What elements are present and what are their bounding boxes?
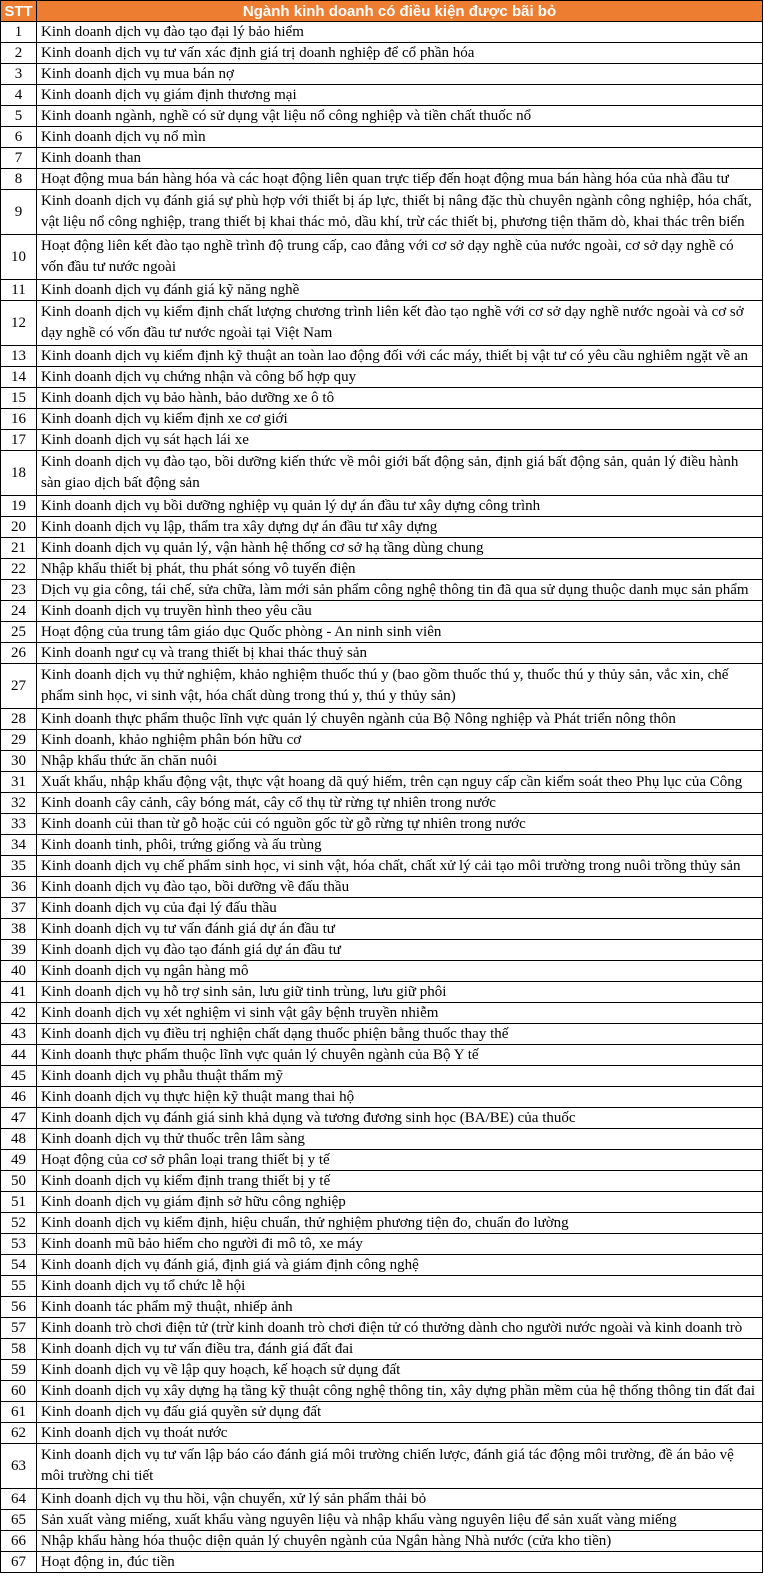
- row-number: 27: [1, 664, 37, 709]
- row-number: 37: [1, 898, 37, 919]
- table-row: [1, 1024, 763, 1045]
- row-sector-name: Kinh doanh dịch vụ truyền hình theo yêu cầu: [37, 601, 763, 622]
- row-number: 23: [1, 580, 37, 601]
- table-row: [1, 961, 763, 982]
- table-row: [1, 1510, 763, 1531]
- row-number: 11: [1, 280, 37, 301]
- row-sector-name: Kinh doanh dịch vụ đánh giá sinh khả dụng và tương đương sinh học (BA/BE) của thuốc: [37, 1108, 763, 1129]
- row-number: 22: [1, 559, 37, 580]
- row-number: 52: [1, 1213, 37, 1234]
- table-row: [1, 190, 763, 235]
- row-sector-name: Nhập khẩu thiết bị phát, thu phát sóng vô tuyến điện: [37, 559, 763, 580]
- row-number: 16: [1, 409, 37, 430]
- row-sector-name: Kinh doanh dịch vụ tư vấn điều tra, đánh giá đất đai: [37, 1339, 763, 1360]
- row-sector-name: Kinh doanh dịch vụ đào tạo đánh giá dự án đầu tư: [37, 940, 763, 961]
- row-number: 24: [1, 601, 37, 622]
- table-row: [1, 235, 763, 280]
- row-sector-name: Sản xuất vàng miếng, xuất khẩu vàng nguyên liệu và nhập khẩu vàng nguyên liệu để sản xuất vàng miếng: [37, 1510, 763, 1531]
- row-sector-name: Hoạt động của trung tâm giáo dục Quốc phòng - An ninh sinh viên: [37, 622, 763, 643]
- row-number: 28: [1, 709, 37, 730]
- header-row: [1, 1, 763, 22]
- row-sector-name: Kinh doanh dịch vụ đấu giá quyền sử dụng đất: [37, 1402, 763, 1423]
- row-sector-name: Kinh doanh dịch vụ chế phẩm sinh học, vi sinh vật, hóa chất, chất xử lý cải tạo môi trường trong nuôi trồng thủy sản: [37, 856, 763, 877]
- row-sector-name: Nhập khẩu hàng hóa thuộc diện quản lý chuyên ngành của Ngân hàng Nhà nước (cửa kho tiền): [37, 1531, 763, 1552]
- table-row: [1, 1531, 763, 1552]
- row-sector-name: Kinh doanh dịch vụ kiểm định chất lượng chương trình liên kết đào tạo nghề với cơ sở dạy nghề nước ngoài và cơ sở dạy nghề có vốn đầu tư nước ngoài tại Việt Nam: [37, 301, 763, 346]
- table-row: [1, 85, 763, 106]
- table-row: [1, 1171, 763, 1192]
- row-sector-name: Kinh doanh dịch vụ bảo hành, bảo dưỡng xe ô tô: [37, 388, 763, 409]
- row-number: 51: [1, 1192, 37, 1213]
- row-sector-name: Kinh doanh dịch vụ kiểm định trang thiết bị y tế: [37, 1171, 763, 1192]
- table-row: [1, 580, 763, 601]
- row-sector-name: Hoạt động của cơ sở phân loại trang thiết bị y tế: [37, 1150, 763, 1171]
- row-number: 7: [1, 148, 37, 169]
- table-row: [1, 169, 763, 190]
- table-row: [1, 1423, 763, 1444]
- table-header: [1, 1, 763, 22]
- table-row: [1, 538, 763, 559]
- row-sector-name: Kinh doanh dịch vụ kiểm định kỹ thuật an toàn lao động đối với các máy, thiết bị vật tư có yêu cầu nghiêm ngặt về an: [37, 346, 763, 367]
- row-number: 31: [1, 772, 37, 793]
- row-sector-name: Kinh doanh dịch vụ lập, thẩm tra xây dựng dự án đầu tư xây dựng: [37, 517, 763, 538]
- row-sector-name: Kinh doanh dịch vụ giám định thương mại: [37, 85, 763, 106]
- row-number: 36: [1, 877, 37, 898]
- row-number: 45: [1, 1066, 37, 1087]
- row-sector-name: Kinh doanh dịch vụ bồi dưỡng nghiệp vụ quản lý dự án đầu tư xây dựng công trình: [37, 496, 763, 517]
- row-sector-name: Kinh doanh tinh, phôi, trứng giống và ấu trùng: [37, 835, 763, 856]
- row-sector-name: Kinh doanh trò chơi điện tử (trừ kinh doanh trò chơi điện tử có thưởng dành cho người nước ngoài và kinh doanh trò: [37, 1318, 763, 1339]
- table-row: [1, 730, 763, 751]
- table-row: [1, 22, 763, 43]
- row-sector-name: Kinh doanh, khảo nghiệm phân bón hữu cơ: [37, 730, 763, 751]
- table-row: [1, 1129, 763, 1150]
- table-row: [1, 64, 763, 85]
- row-sector-name: Kinh doanh dịch vụ xét nghiệm vi sinh vật gây bệnh truyền nhiễm: [37, 1003, 763, 1024]
- row-sector-name: Kinh doanh dịch vụ thực hiện kỹ thuật mang thai hộ: [37, 1087, 763, 1108]
- table-row: [1, 877, 763, 898]
- row-number: 50: [1, 1171, 37, 1192]
- row-number: 32: [1, 793, 37, 814]
- row-sector-name: Kinh doanh dịch vụ xây dựng hạ tầng kỹ thuật công nghệ thông tin, xây dựng phần mềm của hệ thống thông tin đất đai: [37, 1381, 763, 1402]
- row-sector-name: Kinh doanh dịch vụ ngân hàng mô: [37, 961, 763, 982]
- row-number: 2: [1, 43, 37, 64]
- row-sector-name: Hoạt động liên kết đào tạo nghề trình độ trung cấp, cao đẳng với cơ sở dạy nghề của nước ngoài, cơ sở dạy nghề có vốn đầu tư nước ngoài: [37, 235, 763, 280]
- row-sector-name: Dịch vụ gia công, tái chế, sửa chữa, làm mới sản phẩm công nghệ thông tin đã qua sử dụng thuộc danh mục sản phẩm: [37, 580, 763, 601]
- row-number: 54: [1, 1255, 37, 1276]
- row-sector-name: Kinh doanh dịch vụ thoát nước: [37, 1423, 763, 1444]
- row-number: 10: [1, 235, 37, 280]
- row-sector-name: Kinh doanh than: [37, 148, 763, 169]
- table-row: [1, 1318, 763, 1339]
- table-row: [1, 1297, 763, 1318]
- row-sector-name: Kinh doanh tác phẩm mỹ thuật, nhiếp ảnh: [37, 1297, 763, 1318]
- row-number: 3: [1, 64, 37, 85]
- table-row: [1, 280, 763, 301]
- row-number: 19: [1, 496, 37, 517]
- row-number: 40: [1, 961, 37, 982]
- row-sector-name: Hoạt động in, đúc tiền: [37, 1552, 763, 1573]
- table-row: [1, 106, 763, 127]
- row-number: 56: [1, 1297, 37, 1318]
- row-number: 58: [1, 1339, 37, 1360]
- row-number: 48: [1, 1129, 37, 1150]
- row-number: 15: [1, 388, 37, 409]
- table-row: [1, 709, 763, 730]
- table-row: [1, 814, 763, 835]
- row-sector-name: Kinh doanh dịch vụ đánh giá kỹ năng nghề: [37, 280, 763, 301]
- row-number: 67: [1, 1552, 37, 1573]
- row-sector-name: Kinh doanh dịch vụ tư vấn xác định giá trị doanh nghiệp để cổ phần hóa: [37, 43, 763, 64]
- row-number: 39: [1, 940, 37, 961]
- row-sector-name: Kinh doanh dịch vụ nổ mìn: [37, 127, 763, 148]
- row-number: 30: [1, 751, 37, 772]
- table-row: [1, 1108, 763, 1129]
- row-number: 17: [1, 430, 37, 451]
- table-row: [1, 1255, 763, 1276]
- table-row: [1, 1444, 763, 1489]
- table-row: [1, 409, 763, 430]
- table-row: [1, 856, 763, 877]
- row-sector-name: Kinh doanh cây cảnh, cây bóng mát, cây cổ thụ từ rừng tự nhiên trong nước: [37, 793, 763, 814]
- table-row: [1, 430, 763, 451]
- row-number: 49: [1, 1150, 37, 1171]
- row-sector-name: Kinh doanh dịch vụ đánh giá sự phù hợp với thiết bị áp lực, thiết bị nâng đặc thù chuyên ngành công nghiệp, hóa chất, vật liệu nổ công nghiệp, trang thiết bị khai thác mỏ, dầu khí, trừ các thiết bị, phương tiện thăm dò, khai thác trên biển: [37, 190, 763, 235]
- table-row: [1, 1360, 763, 1381]
- table-row: [1, 43, 763, 64]
- row-sector-name: Kinh doanh dịch vụ tư vấn lập báo cáo đánh giá môi trường chiến lược, đánh giá tác động môi trường, đề án bảo vệ môi trường chi tiết: [37, 1444, 763, 1489]
- table-row: [1, 388, 763, 409]
- row-sector-name: Kinh doanh dịch vụ điều trị nghiện chất dạng thuốc phiện bằng thuốc thay thế: [37, 1024, 763, 1045]
- row-number: 61: [1, 1402, 37, 1423]
- row-sector-name: Kinh doanh dịch vụ sát hạch lái xe: [37, 430, 763, 451]
- row-number: 4: [1, 85, 37, 106]
- table-row: [1, 346, 763, 367]
- row-number: 44: [1, 1045, 37, 1066]
- table-row: [1, 559, 763, 580]
- row-sector-name: Kinh doanh dịch vụ phẫu thuật thẩm mỹ: [37, 1066, 763, 1087]
- table-row: [1, 664, 763, 709]
- row-number: 53: [1, 1234, 37, 1255]
- table-row: [1, 919, 763, 940]
- table-row: [1, 1150, 763, 1171]
- row-sector-name: Kinh doanh dịch vụ đào tạo đại lý bảo hiểm: [37, 22, 763, 43]
- table-row: [1, 793, 763, 814]
- table-row: [1, 940, 763, 961]
- table-row: [1, 1066, 763, 1087]
- table-row: [1, 148, 763, 169]
- row-sector-name: Kinh doanh ngư cụ và trang thiết bị khai thác thuỷ sản: [37, 643, 763, 664]
- row-number: 12: [1, 301, 37, 346]
- table-row: [1, 1003, 763, 1024]
- row-sector-name: Kinh doanh dịch vụ thử thuốc trên lâm sàng: [37, 1129, 763, 1150]
- row-number: 5: [1, 106, 37, 127]
- row-number: 21: [1, 538, 37, 559]
- table-row: [1, 835, 763, 856]
- row-sector-name: Kinh doanh dịch vụ kiểm định, hiệu chuẩn, thử nghiệm phương tiện đo, chuẩn đo lường: [37, 1213, 763, 1234]
- row-sector-name: Kinh doanh thực phẩm thuộc lĩnh vực quản lý chuyên ngành của Bộ Nông nghiệp và Phát triển nông thôn: [37, 709, 763, 730]
- row-sector-name: Kinh doanh dịch vụ của đại lý đấu thầu: [37, 898, 763, 919]
- row-number: 65: [1, 1510, 37, 1531]
- table-row: [1, 898, 763, 919]
- row-number: 38: [1, 919, 37, 940]
- row-number: 57: [1, 1318, 37, 1339]
- row-number: 63: [1, 1444, 37, 1489]
- table-row: [1, 1234, 763, 1255]
- row-number: 25: [1, 622, 37, 643]
- row-sector-name: Kinh doanh củi than từ gỗ hoặc củi có nguồn gốc từ gỗ rừng tự nhiên trong nước: [37, 814, 763, 835]
- row-number: 1: [1, 22, 37, 43]
- row-number: 47: [1, 1108, 37, 1129]
- table-row: [1, 1381, 763, 1402]
- header-cell-stt: STT: [1, 1, 37, 22]
- table-row: [1, 517, 763, 538]
- table-row: [1, 1276, 763, 1297]
- table-row: [1, 1339, 763, 1360]
- table-row: [1, 1213, 763, 1234]
- header-cell-title: Ngành kinh doanh có điều kiện được bãi bỏ: [37, 1, 763, 22]
- row-number: 6: [1, 127, 37, 148]
- row-number: 59: [1, 1360, 37, 1381]
- table-body: [1, 22, 763, 1573]
- row-number: 43: [1, 1024, 37, 1045]
- row-sector-name: Kinh doanh ngành, nghề có sử dụng vật liệu nổ công nghiệp và tiền chất thuốc nổ: [37, 106, 763, 127]
- row-sector-name: Kinh doanh dịch vụ đào tạo, bồi dưỡng kiến thức về môi giới bất động sản, định giá bất động sản, quản lý điều hành sàn giao dịch bất động sản: [37, 451, 763, 496]
- row-sector-name: Xuất khẩu, nhập khẩu động vật, thực vật hoang dã quý hiếm, trên cạn nguy cấp cần kiểm soát theo Phụ lục của Công: [37, 772, 763, 793]
- row-sector-name: Kinh doanh dịch vụ về lập quy hoạch, kế hoạch sử dụng đất: [37, 1360, 763, 1381]
- table-row: [1, 127, 763, 148]
- table-row: [1, 601, 763, 622]
- row-number: 62: [1, 1423, 37, 1444]
- row-sector-name: Hoạt động mua bán hàng hóa và các hoạt động liên quan trực tiếp đến hoạt động mua bán hàng hóa của nhà đầu tư: [37, 169, 763, 190]
- table-row: [1, 496, 763, 517]
- row-number: 66: [1, 1531, 37, 1552]
- row-sector-name: Nhập khẩu thức ăn chăn nuôi: [37, 751, 763, 772]
- row-sector-name: Kinh doanh dịch vụ đánh giá, định giá và giám định công nghệ: [37, 1255, 763, 1276]
- row-number: 9: [1, 190, 37, 235]
- table-row: [1, 1045, 763, 1066]
- row-number: 33: [1, 814, 37, 835]
- table-row: [1, 622, 763, 643]
- table-row: [1, 982, 763, 1003]
- table-row: [1, 451, 763, 496]
- row-sector-name: Kinh doanh dịch vụ thu hồi, vận chuyển, xử lý sản phẩm thải bỏ: [37, 1489, 763, 1510]
- row-number: 46: [1, 1087, 37, 1108]
- row-sector-name: Kinh doanh mũ bảo hiểm cho người đi mô tô, xe máy: [37, 1234, 763, 1255]
- table-row: [1, 1192, 763, 1213]
- row-number: 60: [1, 1381, 37, 1402]
- row-sector-name: Kinh doanh dịch vụ thử nghiệm, khảo nghiệm thuốc thú y (bao gồm thuốc thú y, thuốc thú y thủy sản, vắc xin, chế phẩm sinh học, vi sinh vật, hóa chất dùng trong thú y, thú y thủy sản): [37, 664, 763, 709]
- row-number: 20: [1, 517, 37, 538]
- row-number: 14: [1, 367, 37, 388]
- row-number: 13: [1, 346, 37, 367]
- row-sector-name: Kinh doanh dịch vụ mua bán nợ: [37, 64, 763, 85]
- row-number: 34: [1, 835, 37, 856]
- table-row: [1, 301, 763, 346]
- table-row: [1, 367, 763, 388]
- row-number: 26: [1, 643, 37, 664]
- table-row: [1, 751, 763, 772]
- row-number: 29: [1, 730, 37, 751]
- table-row: [1, 1552, 763, 1573]
- row-sector-name: Kinh doanh dịch vụ tổ chức lễ hội: [37, 1276, 763, 1297]
- row-sector-name: Kinh doanh dịch vụ tư vấn đánh giá dự án đầu tư: [37, 919, 763, 940]
- row-sector-name: Kinh doanh dịch vụ đào tạo, bồi dưỡng về đấu thầu: [37, 877, 763, 898]
- row-sector-name: Kinh doanh dịch vụ giám định sở hữu công nghiệp: [37, 1192, 763, 1213]
- row-sector-name: Kinh doanh dịch vụ kiểm định xe cơ giới: [37, 409, 763, 430]
- row-number: 42: [1, 1003, 37, 1024]
- row-number: 8: [1, 169, 37, 190]
- row-sector-name: Kinh doanh dịch vụ chứng nhận và công bố hợp quy: [37, 367, 763, 388]
- table-row: [1, 1087, 763, 1108]
- row-number: 64: [1, 1489, 37, 1510]
- row-sector-name: Kinh doanh dịch vụ hỗ trợ sinh sản, lưu giữ tinh trùng, lưu giữ phôi: [37, 982, 763, 1003]
- row-number: 18: [1, 451, 37, 496]
- row-sector-name: Kinh doanh dịch vụ quản lý, vận hành hệ thống cơ sở hạ tầng dùng chung: [37, 538, 763, 559]
- row-number: 35: [1, 856, 37, 877]
- table-row: [1, 643, 763, 664]
- row-sector-name: Kinh doanh thực phẩm thuộc lĩnh vực quản lý chuyên ngành của Bộ Y tế: [37, 1045, 763, 1066]
- row-number: 41: [1, 982, 37, 1003]
- row-number: 55: [1, 1276, 37, 1297]
- table-row: [1, 772, 763, 793]
- table-row: [1, 1402, 763, 1423]
- table-row: [1, 1489, 763, 1510]
